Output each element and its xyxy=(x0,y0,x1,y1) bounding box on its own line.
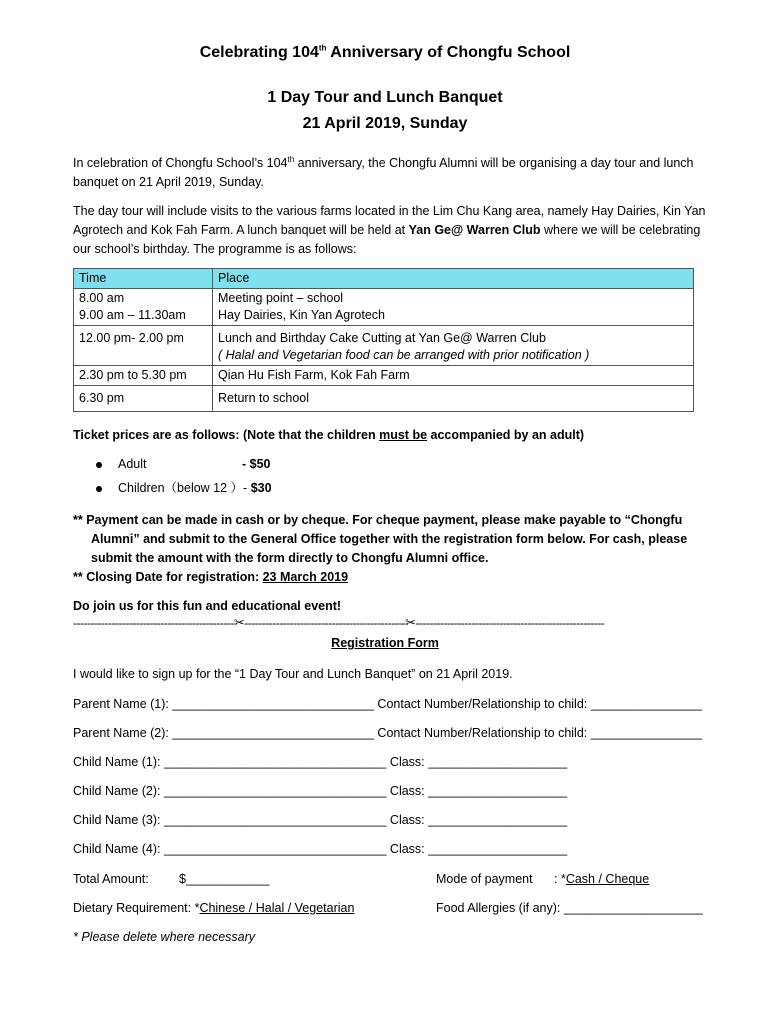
table-cell-time: 8.00 am 9.00 am – 11.30am xyxy=(74,289,213,326)
table-header-time: Time xyxy=(74,269,213,289)
table-row xyxy=(74,326,694,366)
table-row xyxy=(74,289,694,326)
scissors-icon: ✂ xyxy=(233,615,245,630)
table-header-place: Place xyxy=(213,269,694,289)
table-cell-time: 2.30 pm to 5.30 pm xyxy=(74,366,213,386)
child-name-1-field[interactable]: Child Name (1): ________________________________ Class: ____________________ xyxy=(73,755,568,769)
table-cell-place: Return to school xyxy=(213,386,694,412)
table-cell-time: 12.00 pm- 2.00 pm xyxy=(74,326,213,366)
registration-form-title: Registration Form xyxy=(331,636,439,650)
event-title: 1 Day Tour and Lunch Banquet xyxy=(267,89,503,106)
cut-line: ----------------------------------------------✂----------------------------------------------✂------------------------------------------------------ xyxy=(73,615,605,630)
ticket-adult-item xyxy=(96,457,271,471)
event-date: 21 April 2019, Sunday xyxy=(302,115,468,132)
table-cell-time: 6.30 pm xyxy=(74,386,213,412)
dietary-requirement-options: Chinese / Halal / Vegetarian xyxy=(199,901,355,915)
dietary-requirement-label: Dietary Requirement: * xyxy=(73,901,200,915)
payment-mode-label: Mode of payment xyxy=(436,872,533,886)
parent-name-2-field[interactable]: Parent Name (2): _____________________________ Contact Number/Relationship to child: ________________ xyxy=(73,726,702,740)
table-row xyxy=(74,366,694,386)
programme-table xyxy=(73,268,694,412)
payment-note: ** Payment can be made in cash or by cheque. For cheque payment, please make payable to “Chongfu Alumni” and submit to the General Office together with the registration form below. For cash, please submit the amount with the form directly to Chongfu Alumni office. xyxy=(73,513,688,565)
ticket-child-price: $30 xyxy=(250,481,272,495)
ticket-prices-heading: Ticket prices are as follows: (Note that the children must be accompanied by an adult) xyxy=(73,428,585,442)
total-amount-field[interactable]: $____________ xyxy=(179,872,270,886)
table-cell-place: Qian Hu Fish Farm, Kok Fah Farm xyxy=(213,366,694,386)
child-name-3-field[interactable]: Child Name (3): ________________________________ Class: ____________________ xyxy=(73,813,568,827)
intro-paragraph-1: In celebration of Chongfu School’s 104th anniversary, the Chongfu Alumni will be organising a day tour and lunch banquet on 21 April 2019, Sunday. xyxy=(73,154,694,189)
child-name-2-field[interactable]: Child Name (2): ________________________________ Class: ____________________ xyxy=(73,784,568,798)
table-header-row xyxy=(74,269,694,289)
ticket-child-item xyxy=(96,478,272,496)
ticket-child-label: Children（below 12 ）- xyxy=(118,481,251,495)
table-cell-place-text: Lunch and Birthday Cake Cutting at Yan Ge@ Warren Club xyxy=(218,331,546,345)
table-cell-place: Meeting point – school Hay Dairies, Kin Yan Agrotech xyxy=(213,289,694,326)
ticket-adult-price: - $50 xyxy=(242,457,271,471)
page-title: Celebrating 104th Anniversary of Chongfu School xyxy=(199,43,571,61)
bullet-icon xyxy=(96,486,102,492)
payment-mode-field[interactable]: Mode of payment : *Cash / Cheque xyxy=(436,872,650,886)
parent-name-1-field[interactable]: Parent Name (1): _____________________________ Contact Number/Relationship to child: ________________ xyxy=(73,697,702,711)
child-name-4-field[interactable]: Child Name (4): ________________________________ Class: ____________________ xyxy=(73,842,568,856)
footnote: * Please delete where necessary xyxy=(73,930,256,944)
dietary-requirement-field[interactable] xyxy=(73,901,354,915)
dietary-note: ( Halal and Vegetarian food can be arranged with prior notification ) xyxy=(218,348,590,362)
food-allergies-field[interactable]: Food Allergies (if any): ____________________ xyxy=(436,901,703,915)
payment-mode-options: Cash / Cheque xyxy=(565,872,650,886)
ticket-adult-label: Adult xyxy=(118,457,147,471)
closing-date-note: ** Closing Date for registration: 23 March 2019 xyxy=(73,570,349,584)
scissors-icon: ✂ xyxy=(405,615,416,630)
table-cell-place xyxy=(213,326,694,366)
total-amount-label: Total Amount: xyxy=(73,872,149,886)
signup-statement: I would like to sign up for the “1 Day Tour and Lunch Banquet” on 21 April 2019. xyxy=(73,667,513,681)
intro-paragraph-2: The day tour will include visits to the various farms located in the Lim Chu Kang area, namely Hay Dairies, Kin Yan Agrotech and Kok Fah Farm. A lunch banquet will be held at Yan Ge@ Warren Club where we will be celebrating our school’s birthday. The programme is as follows: xyxy=(73,204,706,256)
join-message: Do join us for this fun and educational event! xyxy=(73,599,342,613)
table-row xyxy=(74,386,694,412)
bullet-icon xyxy=(96,462,102,468)
